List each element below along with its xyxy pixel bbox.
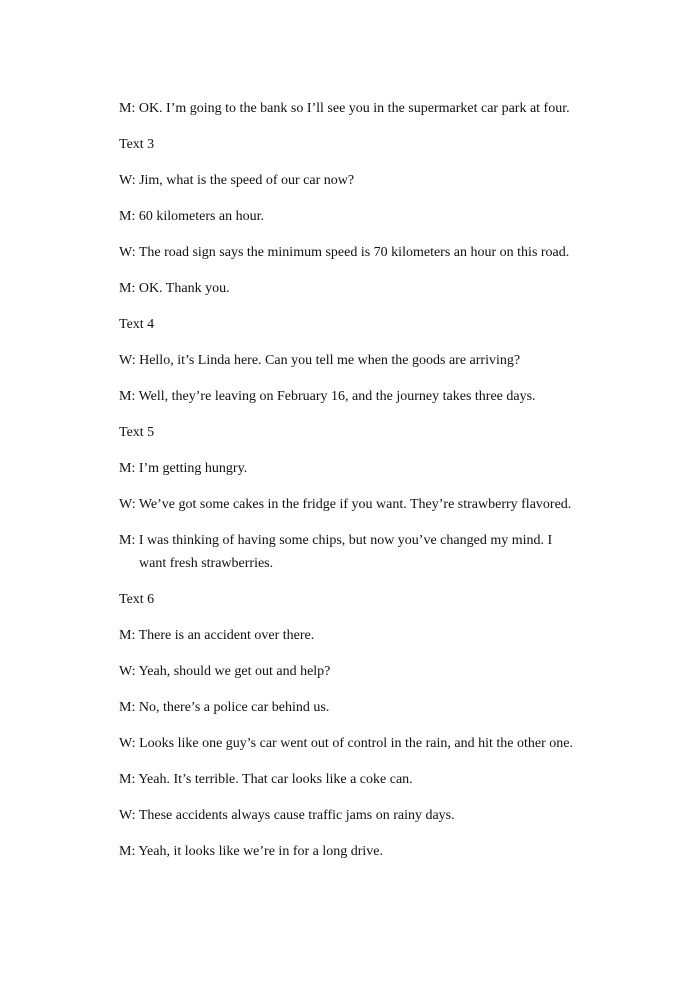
dialogue-line: W: Hello, it’s Linda here. Can you tell me when the goods are arriving? [119, 353, 521, 368]
dialogue-line: M: OK. Thank you. [119, 281, 230, 296]
dialogue-line: M: OK. I’m going to the bank so I’ll see you in the supermarket car park at four. [119, 101, 570, 116]
section-heading-text-6: Text 6 [119, 592, 155, 607]
dialogue-line: W: Yeah, should we get out and help? [119, 664, 331, 679]
dialogue-line-continuation: want fresh strawberries. [139, 556, 274, 571]
section-heading-text-3: Text 3 [119, 137, 155, 152]
dialogue-line: W: Looks like one guy’s car went out of control in the rain, and hit the other one. [119, 736, 573, 751]
dialogue-line: M: Yeah, it looks like we’re in for a long drive. [119, 844, 384, 859]
dialogue-line: W: These accidents always cause traffic jams on rainy days. [119, 808, 455, 823]
dialogue-line: M: There is an accident over there. [119, 628, 315, 643]
section-heading-text-4: Text 4 [119, 317, 155, 332]
dialogue-line: M: Yeah. It’s terrible. That car looks like a coke can. [119, 772, 413, 787]
dialogue-line: M: I’m getting hungry. [119, 461, 248, 476]
dialogue-line: M: 60 kilometers an hour. [119, 209, 265, 224]
section-heading-text-5: Text 5 [119, 425, 155, 440]
dialogue-line: M: Well, they’re leaving on February 16, and the journey takes three days. [119, 389, 536, 404]
dialogue-line: W: The road sign says the minimum speed is 70 kilometers an hour on this road. [119, 245, 570, 260]
dialogue-line: M: I was thinking of having some chips, but now you’ve changed my mind. I [119, 533, 553, 548]
dialogue-line: W: Jim, what is the speed of our car now? [119, 173, 355, 188]
dialogue-line: W: We’ve got some cakes in the fridge if you want. They’re strawberry flavored. [119, 497, 572, 512]
dialogue-line: M: No, there’s a police car behind us. [119, 700, 330, 715]
